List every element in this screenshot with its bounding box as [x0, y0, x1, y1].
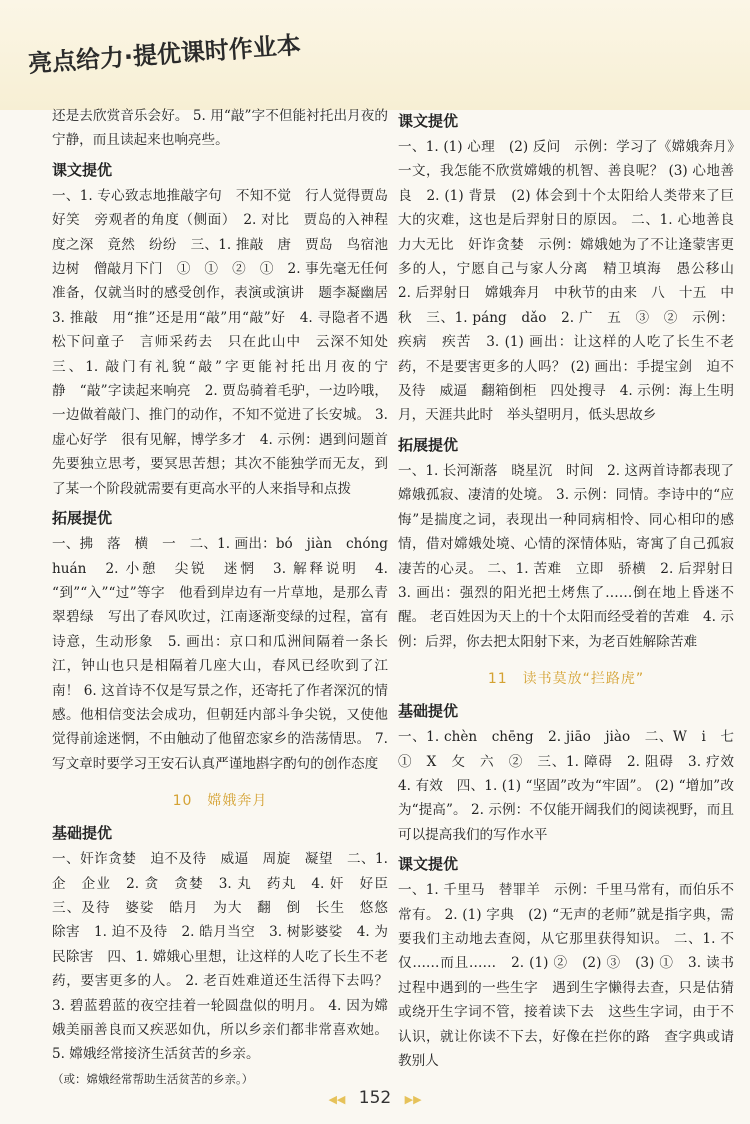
- answer-paragraph: 一、1. 千里马 替罪羊 示例：千里马常有，而伯乐不常有。 2. (1) 字典 (2) “无声的老师”就是指字典，需要我们主动地去查阅，从它那里获得知识。 二、1. 不仅……而且…… 2. (1) ② (2) ③ (3) ① 3. 读书过程中遇到的一些生字 遇到生字懒得去查，只是估猜或绕开生字词不管，接着读下去 这些生字词，由于不认识，就让你读不下去，好像在拦你的路 查字典或请教别人: [398, 882, 734, 1069]
- answer-paragraph: 一、1. chèn chēng 2. jiāo jiào 二、W i 七 ① X 攵 六 ② 三、1. 障碍 2. 阻碍 3. 疗效 4. 有效 四、1. (1) “坚固”改为“牢固”。 (2) “增加”改为“提高”。 2. 示例：不仅能开阔我们的阅读视野，而且可以提高我们的写作水平: [398, 729, 748, 843]
- lesson-title: 11 读书莫放“拦路虎”: [487, 671, 645, 688]
- answer-paragraph: 一、1. (1) 心理 (2) 反问 示例：学习了《嫦娥奔月》一文，我怎能不欣赏嫦娥的机智、善良呢？ (3) 心地善良 2. (1) 背景 (2) 体会到十个太阳给人类带来了巨大的灾难，这也是后羿射日的原因。 二、1. 心地善良 力大无比 奸诈贪婪 示例：嫦娥她为了不让逢蒙害更多的人，宁愿自己与家人分离 精卫填海 愚公移山 2. 后羿射日 嫦娥奔月 中秋节的由来 八 十五 中秋 三、1. páng dǎo 2. 广 五 ③ ② 示例：疾病 疾苦 3. (1) 画出：让这样的人吃了长生不老药，不是要害更多的人吗？ (2) 画出：手提宝剑 迫不及待 威逼 翻箱倒柜 四处搜寻 4. 示例：海上生明月，天涯共此时 举头望明月，低头思故乡: [398, 139, 748, 424]
- answer-paragraph: 一、奸诈贪婪 迫不及待 威逼 周旋 凝望 二、1. 企 企业 2. 贪 贪婪 3. 丸 药丸 4. 奸 好臣 三、及待 婆娑 皓月 为大 翻 倒 长生 悠悠 除害 1. 迫不及待 2. 皓月当空 3. 树影婆娑 4. 为民除害 四、1. 嫦娥心里想，让这样的人吃了长生不老药，要害更多的人。 2. 老百姓难道还生活得下去吗？ 3. 碧蓝碧蓝的夜空挂着一轮圆盘似的明月。 4. 因为嫦娥美丽善良而又疾恶如仇，所以乡亲们都非常喜欢她。 5. 嫦娥经常接济生活贫苦的乡亲。: [52, 851, 402, 1063]
- lesson-title: 10 嫦娥奔月: [172, 793, 268, 810]
- page-header: [0, 0, 750, 110]
- book-title: 亮点给力·提优课时作业本: [27, 30, 302, 78]
- section-heading: 拓展提优: [52, 509, 113, 528]
- section-heading: 拓展提优: [398, 435, 459, 454]
- left-column: [52, 104, 402, 1091]
- section-heading: 课文提优: [52, 160, 113, 179]
- right-arrow-icon: ▶▶: [404, 1093, 422, 1106]
- section-heading: 课文提优: [398, 112, 459, 130]
- answer-paragraph: 一、1. 长河渐落 晓星沉 时间 2. 这两首诗都表现了嫦娥孤寂、凄清的处境。 3. 示例：同情。李诗中的“应悔”是揣度之词，表现出一种同病相怜、同心相印的感情，借对嫦娥处境、心情的深情体贴，寄寓了自己孤寂凄苦的心灵。 二、1. 苦难 立即 骄横 2. 后羿射日 3. 画出：强烈的阳光把土烤焦了……倒在地上昏迷不醒。 老百姓因为天上的十个太阳而经受着的苦难 4. 示例：后羿，你去把太阳射下来，为老百姓解除苦难: [398, 462, 748, 650]
- answer-note: （或：嫦娥经常帮助生活贫苦的乡亲。）: [52, 1071, 254, 1086]
- page-footer: [0, 1088, 750, 1108]
- page-number: 152: [358, 1088, 392, 1108]
- right-column: [398, 104, 748, 1073]
- section-heading: 课文提优: [398, 855, 459, 874]
- answer-paragraph: 一、1. 专心致志地推敲字句 不知不觉 行人觉得贾岛好笑 旁观者的角度（侧面） 2. 对比 贾岛的入神程度之深 竟然 纷纷 三、1. 推敲 唐 贾岛 鸟宿池边树 僧敲月下门 ① ① ② ① 2. 事先毫无任何准备，仅就当时的感受创作，表演或演讲 题李凝幽居 3. 推敲 用“推”还是用“敲”用“敲”好 4. 寻隐者不遇 松下问童子 言师采药去 只在此山中 云深不知处 三、1. 敲门有礼貌“敲”字更能衬托出月夜的宁静 “敲”字读起来响亮 2. 贾岛骑着毛驴，一边吟哦，一边做着敲门、推门的动作，不知不觉进了长安城。 3. 虚心好学 很有见解，博学多才 4. 示例：遇到问题首先要独立思考，要冥思苦想；其次不能独学而无友，到了某一个阶段就需要有更高水平的人来指导和点拨: [52, 187, 402, 497]
- answer-paragraph: 一、拂 落 横 一 二、1. 画出：bó jiàn chóng huán 2. 小憩 尖锐 迷惘 3. 解释说明 4. “到”“入”“过”等字 他看到岸边有一片草地，是那么青翠碧绿 写出了春风吹过，江南逐渐变绿的过程，富有诗意，生动形象 5. 画出：京口和瓜洲间隔着一条长江，钟山也只是相隔着几座大山，春风已经吹到了江南！ 6. 这首诗不仅是写景之作，还寄托了作者深沉的情感。他相信变法会成功，但朝廷内部斗争尖锐，又使他觉得前途迷惘，不由触动了他留恋家乡的浩荡情思。 7. 写文章时要学习王安石认真严谨地斟字酌句的创作态度: [52, 536, 402, 772]
- section-heading: 基础提优: [52, 824, 113, 843]
- answer-paragraph: 还是去欣赏音乐会好。 5. 用“敲”字不但能衬托出月夜的宁静，而且读起来也响亮些。: [52, 108, 388, 149]
- section-heading: 基础提优: [398, 702, 459, 721]
- left-arrow-icon: ◀◀: [328, 1093, 346, 1106]
